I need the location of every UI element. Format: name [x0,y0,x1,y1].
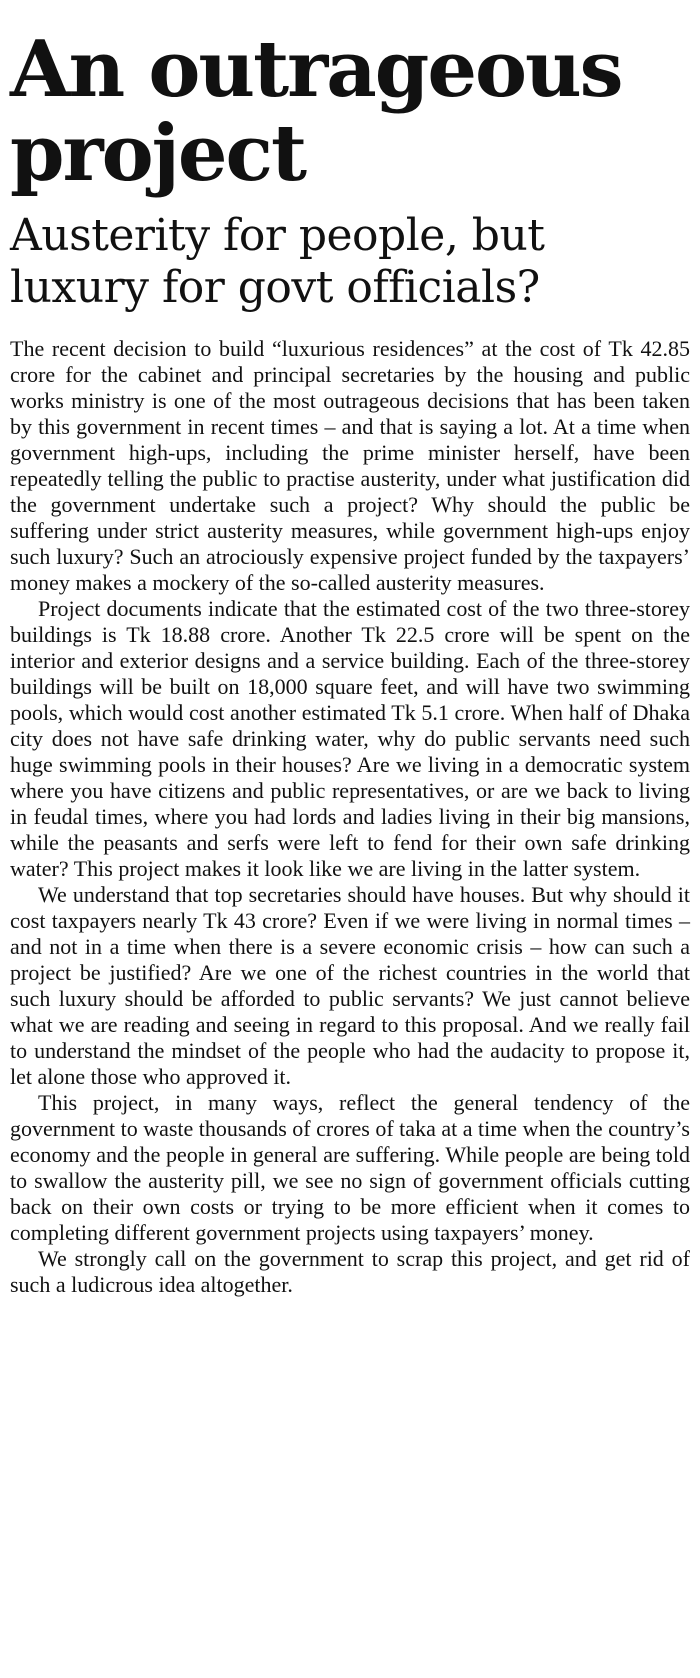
paragraph: The recent decision to build “luxurious residences” at the cost of Tk 42.85 crore for the cabinet and principal secretaries by the housing and public works ministry is one of the most outrageous decisions that has been taken by this government in recent times – and that is saying a lot. At a time when government high-ups, including the prime minister herself, have been repeatedly telling the public to practise austerity, under what justification did the government undertake such a project? Why should the public be suffering under strict austerity measures, while government high-ups enjoy such luxury? Such an atrociously expensive project funded by the taxpayers’ money makes a mockery of the so-called austerity measures. [10,336,690,595]
article-body [10,336,690,1298]
headline: An outrageous project [10,24,622,199]
subheadline: Austerity for people, but luxury for govt officials? [10,210,545,313]
paragraph: We strongly call on the government to scrap this project, and get rid of such a ludicrous idea altogether. [10,1246,690,1297]
paragraph: We understand that top secretaries should have houses. But why should it cost taxpayers nearly Tk 43 crore? Even if we were living in normal times – and not in a time when there is a severe economic crisis – how can such a project be justified? Are we one of the richest countries in the world that such luxury should be afforded to public servants? We just cannot believe what we are reading and seeing in regard to this proposal. And we really fail to understand the mindset of the people who had the audacity to propose it, let alone those who approved it. [10,882,690,1089]
paragraph: Project documents indicate that the estimated cost of the two three-storey buildings is Tk 18.88 crore. Another Tk 22.5 crore will be spent on the interior and exterior designs and a service building. Each of the three-storey buildings will be built on 18,000 square feet, and will have two swimming pools, which would cost another estimated Tk 5.1 crore. When half of Dhaka city does not have safe drinking water, why do public servants need such huge swimming pools in their houses? Are we living in a democratic system where you have citizens and public representatives, or are we back to living in feudal times, where you had lords and ladies living in their big mansions, while the peasants and serfs were left to fend for their own safe drinking water? This project makes it look like we are living in the latter system. [10,596,690,881]
paragraph: This project, in many ways, reflect the general tendency of the government to waste thousands of crores of taka at a time when the country’s economy and the people in general are suffering. While people are being told to swallow the austerity pill, we see no sign of government officials cutting back on their own costs or trying to be more efficient when it comes to completing different government projects using taxpayers’ money. [10,1090,690,1245]
